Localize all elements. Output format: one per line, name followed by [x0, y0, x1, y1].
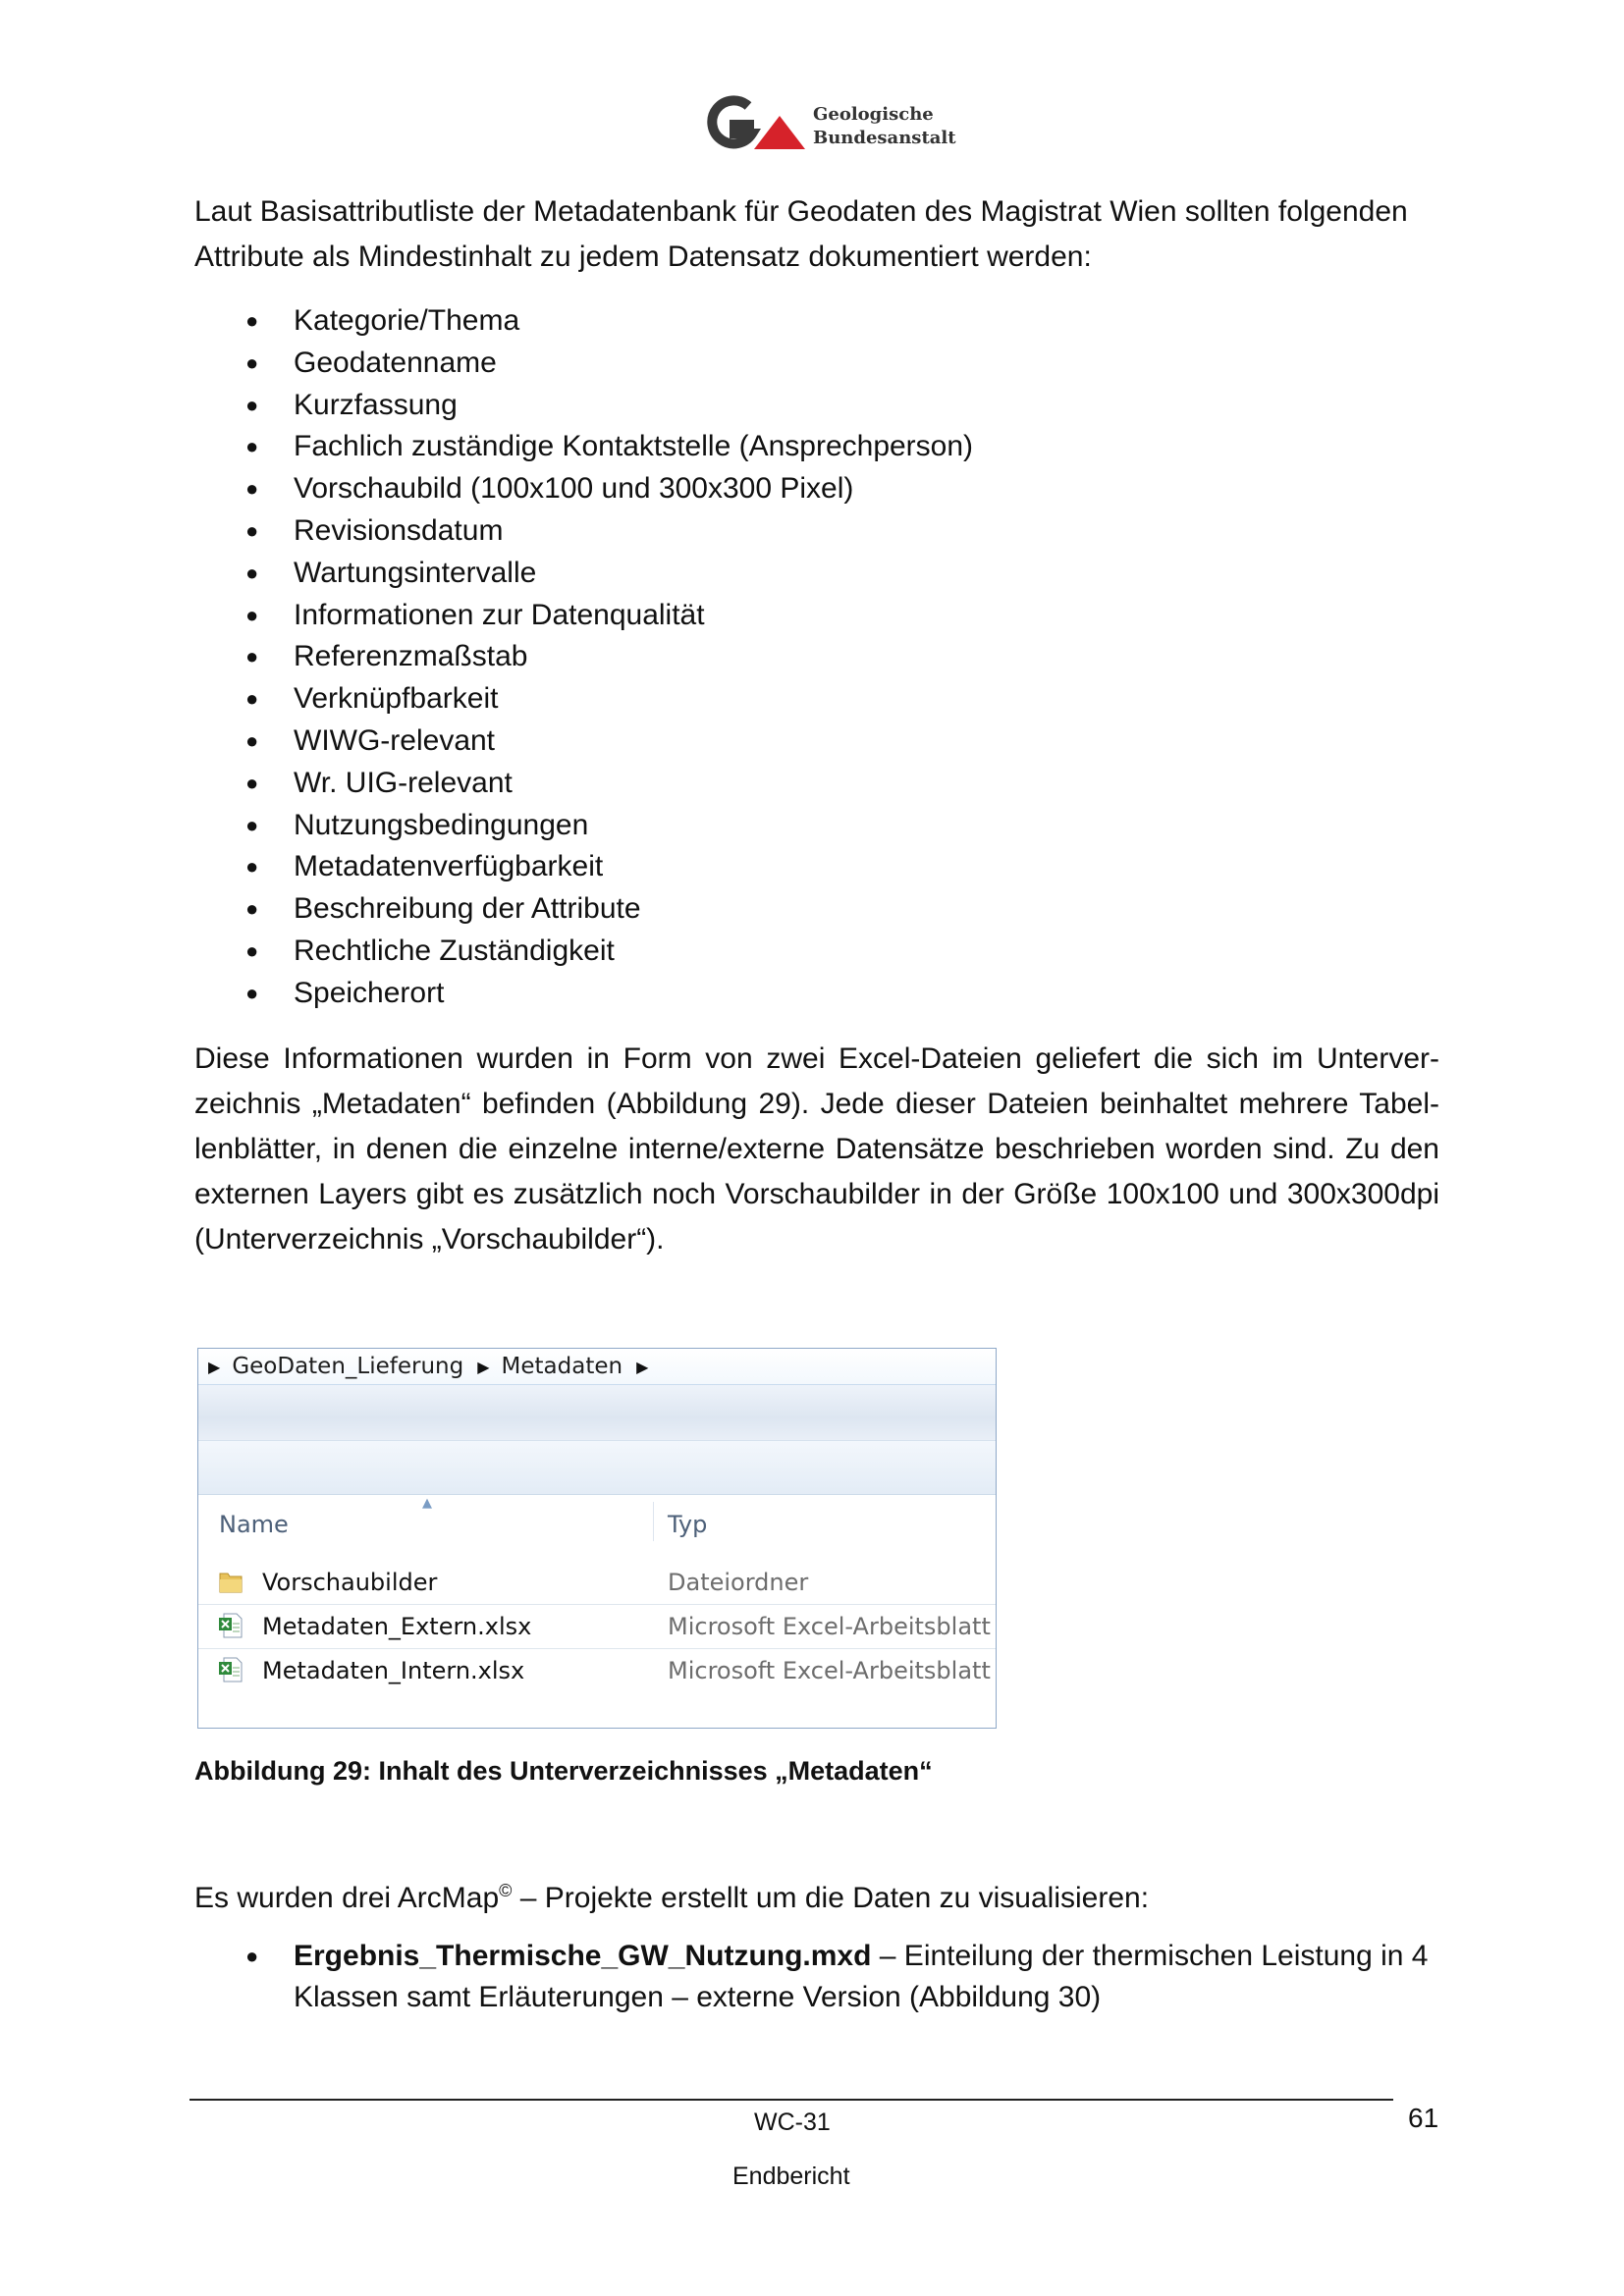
column-header-type[interactable]: Typ	[668, 1511, 708, 1538]
attribute-list-item	[194, 931, 1432, 973]
attribute-list-item	[194, 805, 1432, 847]
project-filename: Ergebnis_Thermische_GW_Nutzung.mxd	[294, 1940, 872, 1972]
attribute-list-item	[194, 510, 1432, 553]
logo-text-line1: Geologische	[813, 104, 934, 125]
bullet-icon: ●	[245, 560, 259, 585]
bullet-icon: ●	[245, 308, 259, 333]
attribute-list-item	[194, 846, 1432, 888]
file-list	[198, 1561, 996, 1692]
bullet-icon: ●	[245, 434, 259, 459]
bullet-icon: ●	[245, 602, 259, 627]
attribute-list-item	[194, 595, 1432, 637]
attribute-label: Kategorie/Thema	[294, 304, 520, 337]
folder-icon	[218, 1568, 244, 1595]
attribute-label: Rechtliche Zuständigkeit	[294, 934, 615, 967]
arcmap-text-after: – Projekte erstellt um die Daten zu visualisieren:	[512, 1882, 1150, 1914]
bullet-icon: ●	[245, 1944, 259, 1968]
attribute-label: Metadatenverfügbarkeit	[294, 850, 604, 883]
bullet-icon: ●	[245, 727, 259, 753]
attribute-label: Informationen zur Datenqualität	[294, 598, 705, 631]
excel-file-icon	[218, 1612, 244, 1639]
footer-code: WC-31	[754, 2109, 831, 2136]
bullet-icon: ●	[245, 517, 259, 543]
breadcrumb-item-geodaten[interactable]: GeoDaten_Lieferung	[232, 1354, 464, 1379]
excel-file-icon	[218, 1656, 244, 1683]
footer-report-label: Endbericht	[732, 2163, 850, 2190]
attribute-label: Geodatenname	[294, 346, 497, 379]
attribute-label: Revisionsdatum	[294, 513, 504, 547]
attribute-list-item	[194, 636, 1432, 678]
breadcrumb	[198, 1349, 996, 1385]
figure-caption: Abbildung 29: Inhalt des Unterverzeichnisses „Metadaten“	[194, 1756, 933, 1786]
attribute-list-item	[194, 553, 1432, 595]
gba-logo-mark	[705, 94, 807, 155]
attribute-label: Nutzungsbedingungen	[294, 808, 589, 841]
project-item	[194, 1936, 1439, 2018]
bullet-icon: ●	[245, 854, 259, 880]
attribute-list-item	[194, 426, 1432, 468]
attribute-label: Wartungsintervalle	[294, 556, 537, 589]
file-row[interactable]	[198, 1649, 996, 1692]
toolbar-area	[198, 1385, 996, 1441]
intro-paragraph: Laut Basisattributliste der Metadatenbank für Geodaten des Magistrat Wien sollten folgenden Attribute als Mindestinhalt zu jedem Datensatz dokumentiert werden:	[194, 195, 1408, 273]
attribute-label: Kurzfassung	[294, 388, 458, 421]
bullet-icon: ●	[245, 937, 259, 963]
attribute-list-item	[194, 343, 1432, 385]
attribute-label: Vorschaubild (100x100 und 300x300 Pixel)	[294, 472, 854, 506]
attribute-label: Beschreibung der Attribute	[294, 892, 641, 926]
bullet-icon: ●	[245, 770, 259, 795]
file-name: Metadaten_Intern.xlsx	[262, 1657, 525, 1684]
project-description: – Einteilung der thermischen Leistung in 4 Klassen samt Erläuterungen – externe Version (Abbildung 30)	[294, 1940, 1429, 2013]
arcmap-paragraph	[194, 1868, 1439, 1921]
attribute-list-item	[194, 385, 1432, 427]
attribute-label: Verknüpfbarkeit	[294, 682, 499, 716]
project-list	[194, 1936, 1439, 2018]
attribute-label: Referenzmaßstab	[294, 640, 528, 673]
arcmap-text-before: Es wurden drei ArcMap	[194, 1882, 500, 1914]
attribute-label: Wr. UIG-relevant	[294, 766, 513, 799]
attribute-list-item	[194, 721, 1432, 763]
metadata-paragraph: Diese Informationen wurden in Form von zwei Excel-Dateien geliefert die sich im Unterver-zeichnis „Metadaten“ befinden (Abbildung 29). Jede dieser Dateien beinhaltet mehrere Tabel-lenblätter, in denen die einzelne interne/externe Datensätze beschrieben worden sind. Zu den externen Layers gibt es zusätzlich noch Vorschaubilder in der Größe 100x100 und 300x300dpi (Unterverzeichnis „Vorschaubilder“).	[194, 1042, 1439, 1255]
file-type: Microsoft Excel-Arbeitsblatt	[668, 1613, 991, 1640]
breadcrumb-arrow-icon[interactable]: ▶	[636, 1357, 649, 1376]
attribute-label: Fachlich zuständige Kontaktstelle (Ansprechperson)	[294, 430, 974, 463]
sort-ascending-icon: ▲	[422, 1496, 432, 1511]
column-divider[interactable]	[653, 1502, 654, 1541]
bullet-icon: ●	[245, 812, 259, 837]
bullet-icon: ●	[245, 349, 259, 375]
attribute-list-item	[194, 468, 1432, 510]
footer-divider	[189, 2099, 1393, 2101]
file-type: Microsoft Excel-Arbeitsblatt	[668, 1657, 991, 1684]
bullet-icon: ●	[245, 686, 259, 712]
file-name: Metadaten_Extern.xlsx	[262, 1613, 532, 1640]
column-header-name[interactable]: Name	[219, 1511, 289, 1538]
attribute-list-item	[194, 300, 1432, 343]
breadcrumb-arrow-icon[interactable]: ▶	[477, 1357, 490, 1376]
bullet-icon: ●	[245, 392, 259, 417]
bullet-icon: ●	[245, 476, 259, 502]
file-explorer-screenshot	[197, 1348, 997, 1729]
file-row[interactable]	[198, 1605, 996, 1649]
page-number: 61	[1408, 2103, 1439, 2133]
bullet-icon: ●	[245, 896, 259, 922]
column-header	[198, 1495, 996, 1547]
attribute-label: WIWG-relevant	[294, 723, 496, 757]
breadcrumb-item-metadaten[interactable]: Metadaten	[501, 1354, 623, 1379]
file-row[interactable]	[198, 1561, 996, 1605]
bullet-icon: ●	[245, 644, 259, 669]
attribute-list-item	[194, 678, 1432, 721]
copyright-mark: ©	[499, 1881, 513, 1900]
file-name: Vorschaubilder	[262, 1569, 438, 1596]
logo-text-line2: Bundesanstalt	[813, 128, 956, 148]
attribute-list-item	[194, 763, 1432, 805]
attribute-list	[194, 300, 1432, 1015]
file-type: Dateiordner	[668, 1569, 809, 1596]
attribute-list-item	[194, 888, 1432, 931]
bullet-icon: ●	[245, 980, 259, 1005]
attribute-list-item	[194, 973, 1432, 1015]
breadcrumb-arrow-icon[interactable]: ▶	[208, 1357, 221, 1376]
command-bar	[198, 1441, 996, 1495]
attribute-label: Speicherort	[294, 976, 445, 1009]
gba-logo	[705, 94, 956, 163]
